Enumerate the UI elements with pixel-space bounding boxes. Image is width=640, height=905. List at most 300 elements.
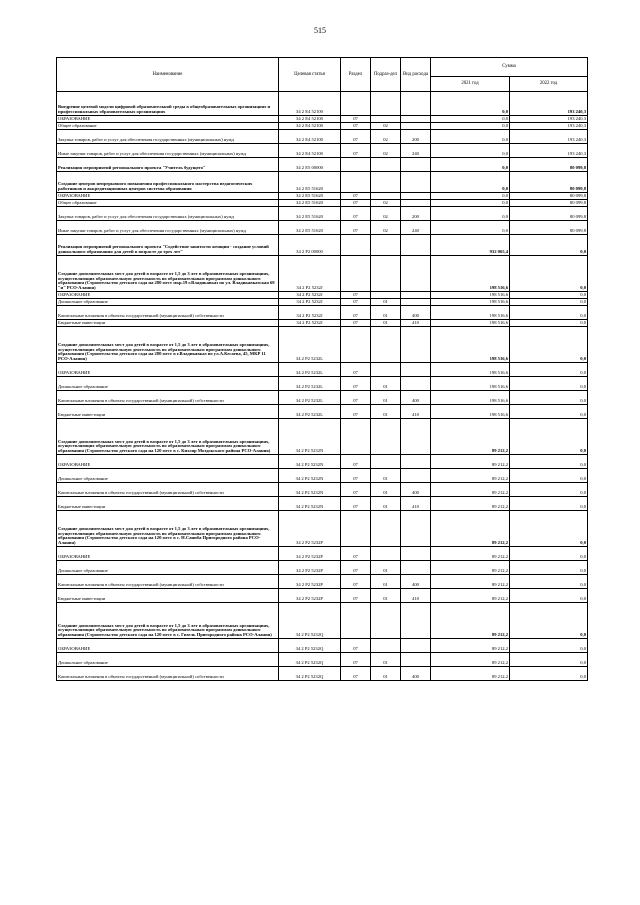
row-name: Бюджетные инвестиции bbox=[57, 405, 279, 419]
row-subsection bbox=[371, 172, 401, 193]
row-section: 07 bbox=[341, 589, 371, 603]
row-amount-2021: 89 212,2 bbox=[431, 469, 510, 483]
table-row bbox=[57, 144, 588, 158]
row-section: 07 bbox=[341, 667, 371, 681]
row-name: Капитальные вложения в объекты государственной (муниципальной) собственности bbox=[57, 667, 279, 681]
row-section: 07 bbox=[341, 575, 371, 589]
row-subsection bbox=[371, 327, 401, 363]
table-row bbox=[57, 561, 588, 575]
row-section bbox=[341, 256, 371, 292]
row-name: Иные закупки товаров, работ и услуг для обеспечения государственных (муниципальных) нужд bbox=[57, 144, 279, 158]
row-subsection bbox=[371, 547, 401, 561]
row-amount-2021: 0,0 bbox=[431, 172, 510, 193]
row-amount-2021: 89 212,2 bbox=[431, 575, 510, 589]
row-amount-2022: 0,0 bbox=[510, 547, 588, 561]
row-amount-2022: 80 099,8 bbox=[510, 221, 588, 235]
row-amount-2021: 932 065,4 bbox=[431, 235, 510, 256]
row-expense-type bbox=[401, 116, 431, 123]
row-article: 34 2 E4 52100 bbox=[279, 123, 341, 130]
row-expense-type: 200 bbox=[401, 207, 431, 221]
row-section: 07 bbox=[341, 547, 371, 561]
row-amount-2021: 198 516,6 bbox=[431, 391, 510, 405]
row-amount-2021: 0,0 bbox=[431, 193, 510, 200]
row-amount-2021: 89 212,2 bbox=[431, 639, 510, 653]
row-article: 34 2 P2 5232J bbox=[279, 256, 341, 292]
row-subsection: 02 bbox=[371, 200, 401, 207]
row-name: Реализация мероприятий регионального проекта "Учитель будущего" bbox=[57, 158, 279, 172]
table-row bbox=[57, 256, 588, 292]
row-amount-2021: 89 212,2 bbox=[431, 511, 510, 547]
row-article: 34 2 P2 5232P bbox=[279, 575, 341, 589]
row-amount-2021: 0,0 bbox=[431, 144, 510, 158]
row-expense-type: 240 bbox=[401, 144, 431, 158]
row-section bbox=[341, 172, 371, 193]
row-article: 34 2 E4 52100 bbox=[279, 130, 341, 144]
row-name: Дошкольное образование bbox=[57, 299, 279, 306]
row-amount-2022: 80 099,8 bbox=[510, 193, 588, 200]
row-subsection bbox=[371, 235, 401, 256]
row-subsection: 01 bbox=[371, 561, 401, 575]
row-name: Закупка товаров, работ и услуг для обеспечения государственных (муниципальных) нужд bbox=[57, 130, 279, 144]
row-amount-2022: 80 099,8 bbox=[510, 158, 588, 172]
table-row bbox=[57, 299, 588, 306]
table-row bbox=[57, 419, 588, 455]
row-subsection bbox=[371, 639, 401, 653]
row-name: Иные закупки товаров, работ и услуг для обеспечения государственных (муниципальных) нужд bbox=[57, 221, 279, 235]
row-amount-2021: 198 516,6 bbox=[431, 306, 510, 320]
row-article: 34 2 P2 5232L bbox=[279, 363, 341, 377]
row-article: 34 2 P2 5232Q bbox=[279, 639, 341, 653]
row-amount-2022: 0,0 bbox=[510, 391, 588, 405]
table-row bbox=[57, 589, 588, 603]
row-subsection: 02 bbox=[371, 144, 401, 158]
row-name: ОБРАЗОВАНИЕ bbox=[57, 193, 279, 200]
row-amount-2021: 89 212,2 bbox=[431, 589, 510, 603]
row-name: ОБРАЗОВАНИЕ bbox=[57, 547, 279, 561]
row-amount-2022: 0,0 bbox=[510, 511, 588, 547]
row-subsection: 02 bbox=[371, 221, 401, 235]
row-name: ОБРАЗОВАНИЕ bbox=[57, 639, 279, 653]
row-amount-2021: 0,0 bbox=[431, 116, 510, 123]
row-subsection: 01 bbox=[371, 483, 401, 497]
row-subsection bbox=[371, 419, 401, 455]
page-number: 515 bbox=[314, 26, 326, 35]
row-subsection: 01 bbox=[371, 377, 401, 391]
row-amount-2021: 89 212,2 bbox=[431, 603, 510, 639]
row-amount-2022: 0,0 bbox=[510, 589, 588, 603]
row-article: 34 2 P2 5232N bbox=[279, 455, 341, 469]
row-expense-type bbox=[401, 235, 431, 256]
row-article: 34 2 P2 5232L bbox=[279, 377, 341, 391]
table-row bbox=[57, 405, 588, 419]
row-name: Капитальные вложения в объекты государственной (муниципальной) собственности bbox=[57, 306, 279, 320]
row-name: ОБРАЗОВАНИЕ bbox=[57, 363, 279, 377]
row-amount-2021: 0,0 bbox=[431, 200, 510, 207]
row-name: Дошкольное образование bbox=[57, 377, 279, 391]
col-section-header: Раздел bbox=[341, 58, 371, 92]
row-expense-type bbox=[401, 469, 431, 483]
row-subsection bbox=[371, 193, 401, 200]
row-amount-2021: 0,0 bbox=[431, 92, 510, 116]
row-expense-type: 410 bbox=[401, 405, 431, 419]
row-expense-type bbox=[401, 603, 431, 639]
row-section: 07 bbox=[341, 292, 371, 299]
row-subsection: 01 bbox=[371, 575, 401, 589]
row-section: 07 bbox=[341, 363, 371, 377]
row-article: 34 2 P2 5232N bbox=[279, 469, 341, 483]
row-section: 07 bbox=[341, 455, 371, 469]
row-subsection: 01 bbox=[371, 299, 401, 306]
table-row bbox=[57, 469, 588, 483]
row-name: Закупка товаров, работ и услуг для обеспечения государственных (муниципальных) нужд bbox=[57, 207, 279, 221]
row-amount-2022: 0,0 bbox=[510, 235, 588, 256]
row-subsection bbox=[371, 455, 401, 469]
row-amount-2022: 193 240,3 bbox=[510, 116, 588, 123]
row-amount-2022: 0,0 bbox=[510, 561, 588, 575]
row-subsection: 01 bbox=[371, 653, 401, 667]
table-row bbox=[57, 455, 588, 469]
row-article: 34 2 E4 52100 bbox=[279, 92, 341, 116]
row-section: 07 bbox=[341, 193, 371, 200]
row-article: 34 2 P2 5232N bbox=[279, 483, 341, 497]
row-name: Бюджетные инвестиции bbox=[57, 320, 279, 327]
row-amount-2022: 0,0 bbox=[510, 575, 588, 589]
row-expense-type bbox=[401, 363, 431, 377]
row-article: 34 2 P2 5232J bbox=[279, 292, 341, 299]
row-expense-type: 200 bbox=[401, 130, 431, 144]
row-amount-2021: 198 516,6 bbox=[431, 363, 510, 377]
row-amount-2021: 198 516,6 bbox=[431, 299, 510, 306]
row-expense-type: 410 bbox=[401, 589, 431, 603]
row-amount-2022: 0,0 bbox=[510, 405, 588, 419]
row-expense-type: 400 bbox=[401, 483, 431, 497]
table-row bbox=[57, 221, 588, 235]
row-amount-2022: 0,0 bbox=[510, 377, 588, 391]
table-row bbox=[57, 123, 588, 130]
row-section bbox=[341, 235, 371, 256]
row-amount-2021: 89 212,2 bbox=[431, 497, 510, 511]
row-section: 07 bbox=[341, 306, 371, 320]
row-amount-2021: 0,0 bbox=[431, 130, 510, 144]
row-expense-type bbox=[401, 92, 431, 116]
row-amount-2022: 0,0 bbox=[510, 455, 588, 469]
row-section bbox=[341, 92, 371, 116]
row-subsection bbox=[371, 92, 401, 116]
table-row bbox=[57, 92, 588, 116]
row-name: Создание дополнительных мест для детей в возрасте от 1,5 до 3 лет в образовательных организациях, осуществляющих образовательную деятельность по образовательным программам дошкольного образования (Строительство детского сада на 120 мест в с. Н.Саниба Пригородного района РСО-Алания) bbox=[57, 511, 279, 547]
row-amount-2022: 193 240,3 bbox=[510, 92, 588, 116]
row-section: 07 bbox=[341, 639, 371, 653]
row-amount-2022: 0,0 bbox=[510, 327, 588, 363]
row-article: 34 2 P2 5232Q bbox=[279, 653, 341, 667]
row-expense-type bbox=[401, 200, 431, 207]
row-article: 34 2 P2 5232P bbox=[279, 547, 341, 561]
table-row bbox=[57, 193, 588, 200]
row-subsection: 01 bbox=[371, 405, 401, 419]
row-section: 07 bbox=[341, 320, 371, 327]
row-expense-type bbox=[401, 299, 431, 306]
row-amount-2022: 0,0 bbox=[510, 653, 588, 667]
row-section: 07 bbox=[341, 207, 371, 221]
table-row bbox=[57, 653, 588, 667]
row-expense-type bbox=[401, 653, 431, 667]
row-name: Реализация мероприятий регионального проекта "Содействие занятости женщин - создание условий дошкольного образования для детей в возрасте до трех лет" bbox=[57, 235, 279, 256]
table-row bbox=[57, 200, 588, 207]
table-row bbox=[57, 363, 588, 377]
row-expense-type: 240 bbox=[401, 221, 431, 235]
row-subsection bbox=[371, 511, 401, 547]
row-section bbox=[341, 511, 371, 547]
row-article: 34 2 E5 00000 bbox=[279, 158, 341, 172]
row-name: Капитальные вложения в объекты государственной (муниципальной) собственности bbox=[57, 483, 279, 497]
row-subsection: 01 bbox=[371, 469, 401, 483]
row-amount-2021: 89 212,2 bbox=[431, 483, 510, 497]
row-expense-type bbox=[401, 172, 431, 193]
row-article: 34 2 E4 52100 bbox=[279, 116, 341, 123]
row-section: 07 bbox=[341, 469, 371, 483]
row-article: 34 2 P2 5232Q bbox=[279, 603, 341, 639]
row-expense-type: 400 bbox=[401, 391, 431, 405]
row-article: 34 2 P2 5232J bbox=[279, 299, 341, 306]
row-amount-2021: 89 212,2 bbox=[431, 455, 510, 469]
row-amount-2022: 0,0 bbox=[510, 256, 588, 292]
row-section: 07 bbox=[341, 221, 371, 235]
row-section bbox=[341, 327, 371, 363]
row-section bbox=[341, 603, 371, 639]
table-row bbox=[57, 172, 588, 193]
row-expense-type: 410 bbox=[401, 320, 431, 327]
row-article: 34 2 E4 52100 bbox=[279, 144, 341, 158]
row-subsection bbox=[371, 363, 401, 377]
row-name: ОБРАЗОВАНИЕ bbox=[57, 455, 279, 469]
row-name: Общее образование bbox=[57, 200, 279, 207]
table-row bbox=[57, 639, 588, 653]
table-row bbox=[57, 306, 588, 320]
row-amount-2021: 89 212,2 bbox=[431, 667, 510, 681]
table-body bbox=[57, 92, 588, 681]
row-amount-2021: 89 212,2 bbox=[431, 547, 510, 561]
row-amount-2022: 193 240,3 bbox=[510, 130, 588, 144]
row-subsection bbox=[371, 158, 401, 172]
row-subsection bbox=[371, 603, 401, 639]
row-amount-2022: 0,0 bbox=[510, 299, 588, 306]
row-amount-2022: 0,0 bbox=[510, 603, 588, 639]
row-article: 34 2 P2 5232L bbox=[279, 405, 341, 419]
row-amount-2022: 193 240,3 bbox=[510, 123, 588, 130]
row-article: 34 2 E5 51620 bbox=[279, 200, 341, 207]
row-article: 34 2 P2 5232J bbox=[279, 306, 341, 320]
row-section: 07 bbox=[341, 405, 371, 419]
row-section: 07 bbox=[341, 561, 371, 575]
row-amount-2022: 80 099,8 bbox=[510, 172, 588, 193]
row-expense-type bbox=[401, 639, 431, 653]
table-row bbox=[57, 207, 588, 221]
row-article: 34 2 P2 00000 bbox=[279, 235, 341, 256]
table-row bbox=[57, 547, 588, 561]
row-subsection: 02 bbox=[371, 130, 401, 144]
row-article: 34 2 P2 5232P bbox=[279, 511, 341, 547]
table-row bbox=[57, 327, 588, 363]
table-row bbox=[57, 667, 588, 681]
col-expense-type-header: Вид расхода bbox=[401, 58, 431, 92]
row-section: 07 bbox=[341, 653, 371, 667]
row-expense-type bbox=[401, 158, 431, 172]
table-row bbox=[57, 377, 588, 391]
row-article: 34 2 P2 5232J bbox=[279, 320, 341, 327]
row-article: 34 2 E5 51620 bbox=[279, 221, 341, 235]
row-amount-2021: 0,0 bbox=[431, 207, 510, 221]
table-row bbox=[57, 130, 588, 144]
row-amount-2022: 0,0 bbox=[510, 667, 588, 681]
row-expense-type: 400 bbox=[401, 306, 431, 320]
table-row bbox=[57, 158, 588, 172]
row-expense-type bbox=[401, 419, 431, 455]
col-subsection-header: Подраз-дел bbox=[371, 58, 401, 92]
row-section: 07 bbox=[341, 497, 371, 511]
row-expense-type bbox=[401, 256, 431, 292]
row-expense-type bbox=[401, 123, 431, 130]
row-expense-type bbox=[401, 377, 431, 391]
col-sum-header: Сумма bbox=[431, 58, 588, 77]
row-article: 34 2 P2 5232N bbox=[279, 497, 341, 511]
col-year1-header: 2021 год bbox=[431, 77, 510, 92]
row-section: 07 bbox=[341, 391, 371, 405]
row-amount-2022: 0,0 bbox=[510, 419, 588, 455]
table-row bbox=[57, 483, 588, 497]
row-name: Общее образование bbox=[57, 123, 279, 130]
table-row bbox=[57, 391, 588, 405]
row-article: 34 2 P2 5232L bbox=[279, 391, 341, 405]
row-subsection: 01 bbox=[371, 306, 401, 320]
row-subsection: 01 bbox=[371, 497, 401, 511]
row-expense-type bbox=[401, 547, 431, 561]
row-subsection: 01 bbox=[371, 667, 401, 681]
row-amount-2021: 198 516,6 bbox=[431, 320, 510, 327]
row-article: 34 2 P2 5232L bbox=[279, 327, 341, 363]
col-article-header: Целевая статья bbox=[279, 58, 341, 92]
row-name: Дошкольное образование bbox=[57, 561, 279, 575]
row-name: Создание дополнительных мест для детей в возрасте от 1,5 до 3 лет в образовательных организациях, осуществляющих образовательную деятельность по образовательным программам дошкольного образования (Строительство детского сада на 120 мест в с. Гизель Пригородного района РСО-Алания) bbox=[57, 603, 279, 639]
row-name: Бюджетные инвестиции bbox=[57, 589, 279, 603]
row-article: 34 2 P2 5232P bbox=[279, 589, 341, 603]
row-name: Бюджетные инвестиции bbox=[57, 497, 279, 511]
row-amount-2021: 89 212,2 bbox=[431, 653, 510, 667]
col-name-header: Наименование bbox=[57, 58, 279, 92]
table-row bbox=[57, 320, 588, 327]
row-amount-2021: 198 516,6 bbox=[431, 327, 510, 363]
row-subsection: 02 bbox=[371, 123, 401, 130]
row-amount-2021: 89 212,2 bbox=[431, 419, 510, 455]
row-amount-2022: 0,0 bbox=[510, 320, 588, 327]
table-row bbox=[57, 116, 588, 123]
row-section: 07 bbox=[341, 377, 371, 391]
row-name: Капитальные вложения в объекты государственной (муниципальной) собственности bbox=[57, 391, 279, 405]
row-article: 34 2 E5 51620 bbox=[279, 193, 341, 200]
row-name: Дошкольное образование bbox=[57, 653, 279, 667]
table-row bbox=[57, 575, 588, 589]
row-name: ОБРАЗОВАНИЕ bbox=[57, 116, 279, 123]
row-amount-2021: 198 516,6 bbox=[431, 292, 510, 299]
row-subsection bbox=[371, 292, 401, 299]
row-amount-2022: 0,0 bbox=[510, 639, 588, 653]
row-section: 07 bbox=[341, 130, 371, 144]
table-header bbox=[57, 58, 588, 92]
row-amount-2021: 0,0 bbox=[431, 123, 510, 130]
row-expense-type bbox=[401, 327, 431, 363]
table-row bbox=[57, 603, 588, 639]
row-section: 07 bbox=[341, 144, 371, 158]
row-amount-2022: 0,0 bbox=[510, 306, 588, 320]
row-amount-2022: 80 099,8 bbox=[510, 207, 588, 221]
row-section bbox=[341, 158, 371, 172]
table-row bbox=[57, 292, 588, 299]
row-subsection: 01 bbox=[371, 589, 401, 603]
row-section: 07 bbox=[341, 483, 371, 497]
budget-table bbox=[56, 57, 588, 681]
table-row bbox=[57, 511, 588, 547]
row-section: 07 bbox=[341, 123, 371, 130]
row-amount-2021: 0,0 bbox=[431, 221, 510, 235]
row-expense-type: 400 bbox=[401, 575, 431, 589]
row-amount-2021: 0,0 bbox=[431, 158, 510, 172]
row-expense-type bbox=[401, 193, 431, 200]
row-amount-2021: 198 516,6 bbox=[431, 405, 510, 419]
row-article: 34 2 P2 5232Q bbox=[279, 667, 341, 681]
row-name: Создание дополнительных мест для детей в возрасте от 1,5 до 3 лет в образовательных организациях, осуществляющих образовательную деятельность по образовательным программам дошкольного образования (Строительство детского сада на 280 мест мкр.19 г.Владикавказ по ул. Владикавказская 69 "и" РСО-Алания) bbox=[57, 256, 279, 292]
row-amount-2022: 0,0 bbox=[510, 292, 588, 299]
col-year2-header: 2022 год bbox=[510, 77, 588, 92]
row-amount-2021: 198 516,6 bbox=[431, 256, 510, 292]
row-amount-2021: 198 516,6 bbox=[431, 377, 510, 391]
row-subsection: 01 bbox=[371, 320, 401, 327]
row-expense-type bbox=[401, 455, 431, 469]
row-amount-2021: 89 212,2 bbox=[431, 561, 510, 575]
row-name: ОБРАЗОВАНИЕ bbox=[57, 292, 279, 299]
row-name: Создание центров непрерывного повышения профессионального мастерства педагогических работников и аккредитационных центров системы образования bbox=[57, 172, 279, 193]
row-expense-type bbox=[401, 511, 431, 547]
row-name: Создание дополнительных мест для детей в возрасте от 1,5 до 3 лет в образовательных организациях, осуществляющих образовательную деятельность по образовательным программам дошкольного образования (Строительство детского сада на 280 мест в г.Владикавказ по ул.А.Кесаева, 45, МКР 11 РСО-Алания) bbox=[57, 327, 279, 363]
row-name: Создание дополнительных мест для детей в возрасте от 1,5 до 3 лет в образовательных организациях, осуществляющих образовательную деятельность по образовательным программам дошкольного образования (Строительство детского сада на 120 мест в с. Кизляр Моздокского района РСО-Алания) bbox=[57, 419, 279, 455]
row-subsection bbox=[371, 256, 401, 292]
row-name: Капитальные вложения в объекты государственной (муниципальной) собственности bbox=[57, 575, 279, 589]
row-amount-2022: 80 099,8 bbox=[510, 200, 588, 207]
row-subsection: 02 bbox=[371, 207, 401, 221]
row-article: 34 2 P2 5232N bbox=[279, 419, 341, 455]
row-name: Дошкольное образование bbox=[57, 469, 279, 483]
row-article: 34 2 P2 5232P bbox=[279, 561, 341, 575]
row-amount-2022: 0,0 bbox=[510, 469, 588, 483]
row-amount-2022: 0,0 bbox=[510, 483, 588, 497]
row-article: 34 2 E5 51620 bbox=[279, 207, 341, 221]
row-section: 07 bbox=[341, 299, 371, 306]
row-name: Внедрение целевой модели цифровой образовательной среды в общеобразовательных организациях и профессиональных образовательных организациях bbox=[57, 92, 279, 116]
row-expense-type bbox=[401, 292, 431, 299]
row-subsection: 01 bbox=[371, 391, 401, 405]
row-section: 07 bbox=[341, 116, 371, 123]
row-article: 34 2 E5 51620 bbox=[279, 172, 341, 193]
row-subsection bbox=[371, 116, 401, 123]
row-amount-2022: 193 240,3 bbox=[510, 144, 588, 158]
row-amount-2022: 0,0 bbox=[510, 497, 588, 511]
row-expense-type: 410 bbox=[401, 497, 431, 511]
row-expense-type: 400 bbox=[401, 667, 431, 681]
table-row bbox=[57, 235, 588, 256]
row-expense-type bbox=[401, 561, 431, 575]
row-section bbox=[341, 419, 371, 455]
row-section: 07 bbox=[341, 200, 371, 207]
table-row bbox=[57, 497, 588, 511]
row-amount-2022: 0,0 bbox=[510, 363, 588, 377]
